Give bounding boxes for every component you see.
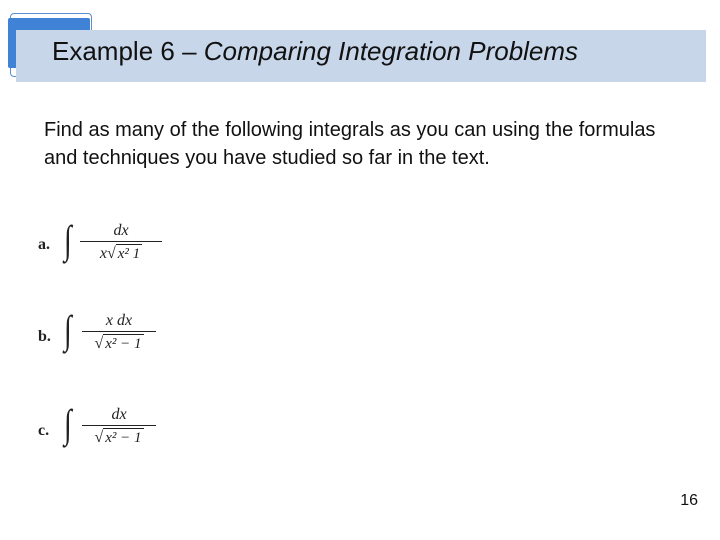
integral-sign-icon: ∫ [64, 307, 72, 352]
integral-sign-icon: ∫ [64, 217, 72, 262]
sqrt-icon: √ [94, 429, 104, 446]
radicand: x² − 1 [105, 336, 142, 352]
fraction [80, 222, 162, 263]
problem-label: a. [38, 236, 50, 253]
integral-sign-icon: ∫ [64, 401, 72, 446]
sqrt-icon: √ [94, 335, 104, 352]
numerator: dx [113, 222, 129, 239]
denominator [80, 244, 162, 263]
numerator: dx [111, 406, 127, 423]
slide-title-italic: Comparing Integration Problems [203, 36, 579, 66]
numerator: x dx [105, 312, 133, 329]
page-number: 16 [680, 492, 698, 509]
slide-title-plain: Example 6 – [52, 36, 204, 66]
denominator [82, 428, 156, 447]
denominator [82, 334, 156, 353]
instruction-text: Find as many of the following integrals as you can using the formulas and techniques you have studied so far in the text. [44, 119, 656, 169]
fraction-bar [80, 241, 162, 242]
slide-title [52, 36, 578, 67]
problem-label: b. [38, 328, 51, 345]
fraction [82, 312, 156, 353]
sqrt-icon: √ [106, 245, 116, 262]
fraction [82, 406, 156, 447]
radicand: x² − 1 [105, 430, 142, 446]
fraction-bar [82, 425, 156, 426]
radicand: x² 1 [117, 246, 141, 262]
fraction-bar [82, 331, 156, 332]
denominator-prefix: x [99, 245, 107, 262]
problem-label: c. [38, 422, 50, 439]
